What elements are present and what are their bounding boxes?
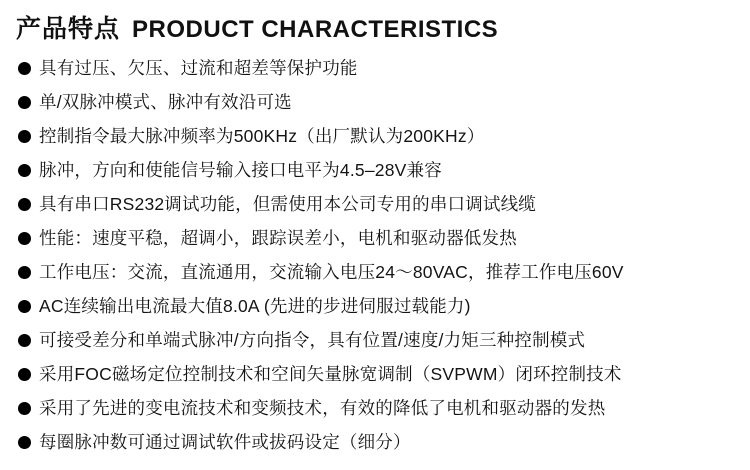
- feature-text: 脉冲，方向和使能信号输入接口电平为4.5–28V兼容: [39, 159, 442, 180]
- feature-text: 工作电压：交流，直流通用，交流输入电压24～80VAC，推荐工作电压60V: [39, 261, 624, 282]
- list-item: [14, 189, 738, 219]
- feature-text: 采用了先进的变电流技术和变频技术，有效的降低了电机和驱动器的发热: [39, 397, 606, 418]
- bullet-icon: [18, 436, 31, 449]
- list-item: [14, 325, 738, 355]
- bullet-icon: [18, 334, 31, 347]
- feature-list: [14, 53, 738, 457]
- list-item: [14, 87, 738, 117]
- bullet-icon: [18, 164, 31, 177]
- bullet-icon: [18, 62, 31, 75]
- feature-text: 每圈脉冲数可通过调试软件或拔码设定（细分）: [39, 431, 411, 452]
- feature-text: 采用FOC磁场定位控制技术和空间矢量脉宽调制（SVPWM）闭环控制技术: [39, 363, 622, 384]
- list-item: [14, 257, 738, 287]
- feature-text: AC连续输出电流最大值8.0A (先进的步进伺服过载能力): [39, 295, 471, 316]
- feature-text: 具有过压、欠压、过流和超差等保护功能: [39, 57, 358, 78]
- bullet-icon: [18, 198, 31, 211]
- feature-text: 具有串口RS232调试功能，但需使用本公司专用的串口调试线缆: [39, 193, 537, 214]
- bullet-icon: [18, 368, 31, 381]
- bullet-icon: [18, 96, 31, 109]
- list-item: [14, 393, 738, 423]
- bullet-icon: [18, 232, 31, 245]
- bullet-icon: [18, 300, 31, 313]
- list-item: [14, 291, 738, 321]
- list-item: [14, 223, 738, 253]
- page-title-english: PRODUCT CHARACTERISTICS: [132, 16, 499, 43]
- feature-text: 可接受差分和单端式脉冲/方向指令，具有位置/速度/力矩三种控制模式: [39, 329, 586, 350]
- feature-text: 性能：速度平稳，超调小，跟踪误差小，电机和驱动器低发热: [39, 227, 517, 248]
- bullet-icon: [18, 402, 31, 415]
- page-title: [16, 14, 738, 45]
- page-title-chinese: 产品特点: [16, 15, 121, 43]
- list-item: [14, 121, 738, 151]
- list-item: [14, 427, 738, 457]
- list-item: [14, 53, 738, 83]
- list-item: [14, 359, 738, 389]
- feature-text: 控制指令最大脉冲频率为500KHz（出厂默认为200KHz）: [39, 125, 485, 146]
- bullet-icon: [18, 130, 31, 143]
- list-item: [14, 155, 738, 185]
- bullet-icon: [18, 266, 31, 279]
- feature-text: 单/双脉冲模式、脉冲有效沿可选: [39, 91, 292, 112]
